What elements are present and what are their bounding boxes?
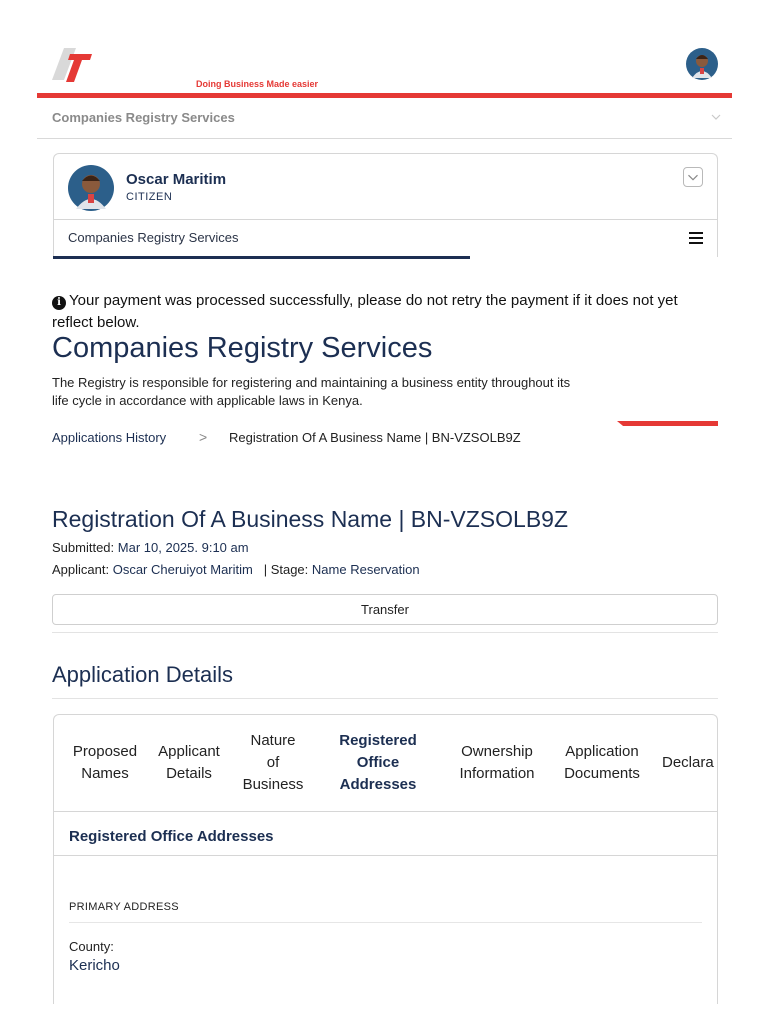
details-tabs [54, 715, 718, 811]
divider [52, 698, 718, 699]
tab-application-documents[interactable]: Application Documents [564, 743, 640, 782]
nav-active-indicator [53, 256, 470, 259]
submitted-label: Submitted: [52, 540, 115, 555]
transfer-button[interactable]: Transfer [52, 594, 718, 625]
applicant-value: Oscar Cheruiyot Maritim [112, 562, 253, 577]
page-description: The Registry is responsible for registering and maintaining a business entity throughout its life cycle in accordance with applicable laws in Kenya. [52, 375, 571, 408]
applicant-info [52, 562, 420, 577]
divider [54, 855, 717, 856]
application-title: Registration Of A Business Name | BN-VZSOLB9Z [52, 506, 569, 532]
kenya-registry-logo [52, 48, 94, 84]
application-details-panel [53, 714, 718, 1004]
user-avatar-icon[interactable] [686, 48, 718, 80]
chevron-down-icon[interactable] [683, 167, 703, 187]
stage-value: Name Reservation [311, 562, 420, 577]
tab-ownership-information[interactable]: Ownership Information [459, 743, 535, 782]
primary-address-heading: PRIMARY ADDRESS [69, 901, 179, 913]
tab-proposed-names[interactable]: Proposed Names [72, 743, 138, 782]
payment-notice [52, 290, 712, 334]
section-title: Application Details [52, 662, 233, 687]
breadcrumb-applications-history[interactable]: Applications History [52, 430, 167, 445]
hamburger-menu-icon[interactable] [689, 232, 703, 244]
tagline: Doing Business Made easier [196, 79, 319, 89]
stage-label: | Stage: [263, 562, 309, 577]
user-name: Oscar Maritim [126, 171, 227, 188]
tabs-divider [54, 811, 717, 812]
sub-heading: Registered Office Addresses [69, 828, 274, 845]
payment-notice-text: Your payment was processed successfully, please do not retry the payment if it does not yet reflect below. [52, 292, 678, 331]
page-title: Companies Registry Services [52, 332, 433, 364]
tab-nature-of-business[interactable]: Nature of Business [242, 732, 304, 793]
chevron-down-icon [710, 111, 722, 123]
tab-registered-office-addresses[interactable]: Registered Office Addresses [339, 732, 417, 793]
user-avatar-icon [68, 165, 114, 211]
tab-declarations[interactable]: Declara [662, 754, 714, 771]
divider [69, 922, 702, 923]
card-divider [54, 219, 717, 220]
nav-label[interactable]: Companies Registry Services [68, 230, 239, 245]
submitted-info [52, 540, 249, 555]
breadcrumb-separator: > [199, 429, 208, 445]
divider [52, 632, 718, 633]
county-value: Kericho [69, 957, 120, 974]
red-accent-bar [617, 421, 718, 426]
service-selector-label: Companies Registry Services [52, 110, 235, 125]
user-role: CITIZEN [126, 191, 173, 203]
service-selector[interactable] [37, 98, 732, 139]
county-label: County: [69, 939, 114, 954]
info-icon: i [52, 296, 66, 310]
breadcrumb-current: Registration Of A Business Name | BN-VZSOLB9Z [229, 430, 521, 445]
applicant-label: Applicant: [52, 562, 110, 577]
user-card [53, 153, 718, 257]
submitted-value: Mar 10, 2025. 9:10 am [117, 540, 249, 555]
tab-applicant-details[interactable]: Applicant Details [158, 743, 220, 782]
